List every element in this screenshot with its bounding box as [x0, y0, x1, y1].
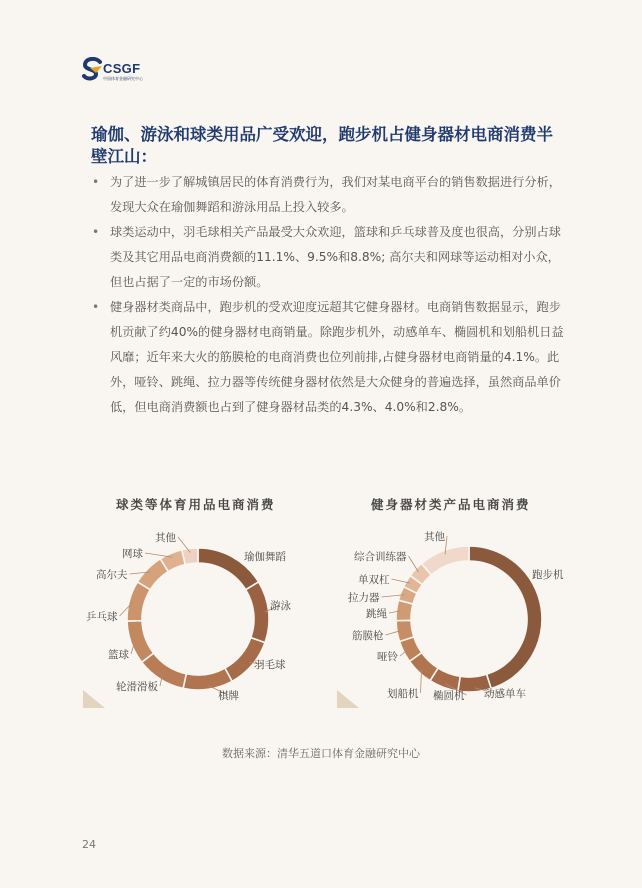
page-number: 24: [82, 838, 96, 851]
slice-label: 轮滑滑板: [116, 681, 158, 693]
logo-text: CSGF: [103, 61, 141, 76]
data-source: 数据来源：清华五道口体育金融研究中心: [222, 747, 420, 760]
slice-label: 篮球: [108, 649, 129, 661]
slice-label: 综合训练器: [354, 551, 407, 563]
slice-label: 高尔夫: [96, 569, 128, 581]
donut-slice: [127, 621, 154, 663]
slice-label: 棋牌: [218, 690, 239, 702]
slice-label: 跳绳: [366, 608, 387, 620]
donut-chart-sports: [86, 531, 291, 702]
slice-label: 游泳: [270, 600, 291, 612]
section-heading: 瑜伽、游泳和球类用品广受欢迎，跑步机占健身器材电商消费半壁江山：: [91, 125, 553, 166]
slice-label: 网球: [122, 548, 143, 560]
bullet-item: • 健身器材类商品中，跑步机的受欢迎度远超其它健身器材。电商销售数据显示，跑步机贡献了约40%的健身器材电商销量。除跑步机外，动感单车、椭圆机和划船机日益风靡；近年来大火的筋膜枪的电商消费也位列前排,占健身器材电商销量的4.1%。此外，哑铃、跳绳、拉力器等传统健身器材依然是大众健身的普遍选择，虽然商品单价低，但电商消费额也占到了健身器材品类的4.3%、4.0%和2.8%。: [91, 295, 569, 420]
chart-title-fitness: 健身器材类产品电商消费: [371, 497, 531, 512]
slice-label: 单双杠: [358, 574, 390, 586]
bullet-item: • 为了进一步了解城镇居民的体育消费行为，我们对某电商平台的销售数据进行分析，发现大众在瑜伽舞蹈和游泳用品上投入较多。: [91, 170, 569, 220]
donut-slice: [246, 582, 269, 643]
logo-subtext: 中国体育金融研究中心: [103, 76, 143, 81]
slice-label: 拉力器: [348, 592, 380, 604]
slice-label: 筋膜枪: [352, 630, 384, 642]
slice-label: 瑜伽舞蹈: [244, 551, 286, 563]
slice-label: 动感单车: [484, 688, 526, 700]
donut-chart-fitness: [348, 530, 564, 702]
slice-label: 划船机: [387, 688, 419, 700]
donut-slice: [183, 668, 232, 690]
leader-line: [409, 556, 419, 572]
chart-title-sports: 球类等体育用品电商消费: [116, 497, 276, 512]
slice-label: 哑铃: [377, 651, 398, 663]
slice-label: 羽毛球: [254, 659, 286, 671]
slice-label: 椭圆机: [433, 690, 465, 702]
slice-label: 跑步机: [532, 569, 564, 581]
slice-label: 其他: [155, 532, 176, 544]
bullet-item: • 球类运动中，羽毛球相关产品最受大众欢迎，篮球和乒乓球普及度也很高，分别占球类及其它用品电商消费额的11.1%、9.5%和8.8%; 高尔夫和网球等运动相对小众，但也占据了一定的市场份额。: [91, 220, 569, 295]
slice-label: 其他: [424, 531, 445, 543]
donut-slice: [469, 546, 542, 689]
slice-label: 乒乓球: [86, 611, 118, 623]
donut-slice: [182, 548, 198, 564]
